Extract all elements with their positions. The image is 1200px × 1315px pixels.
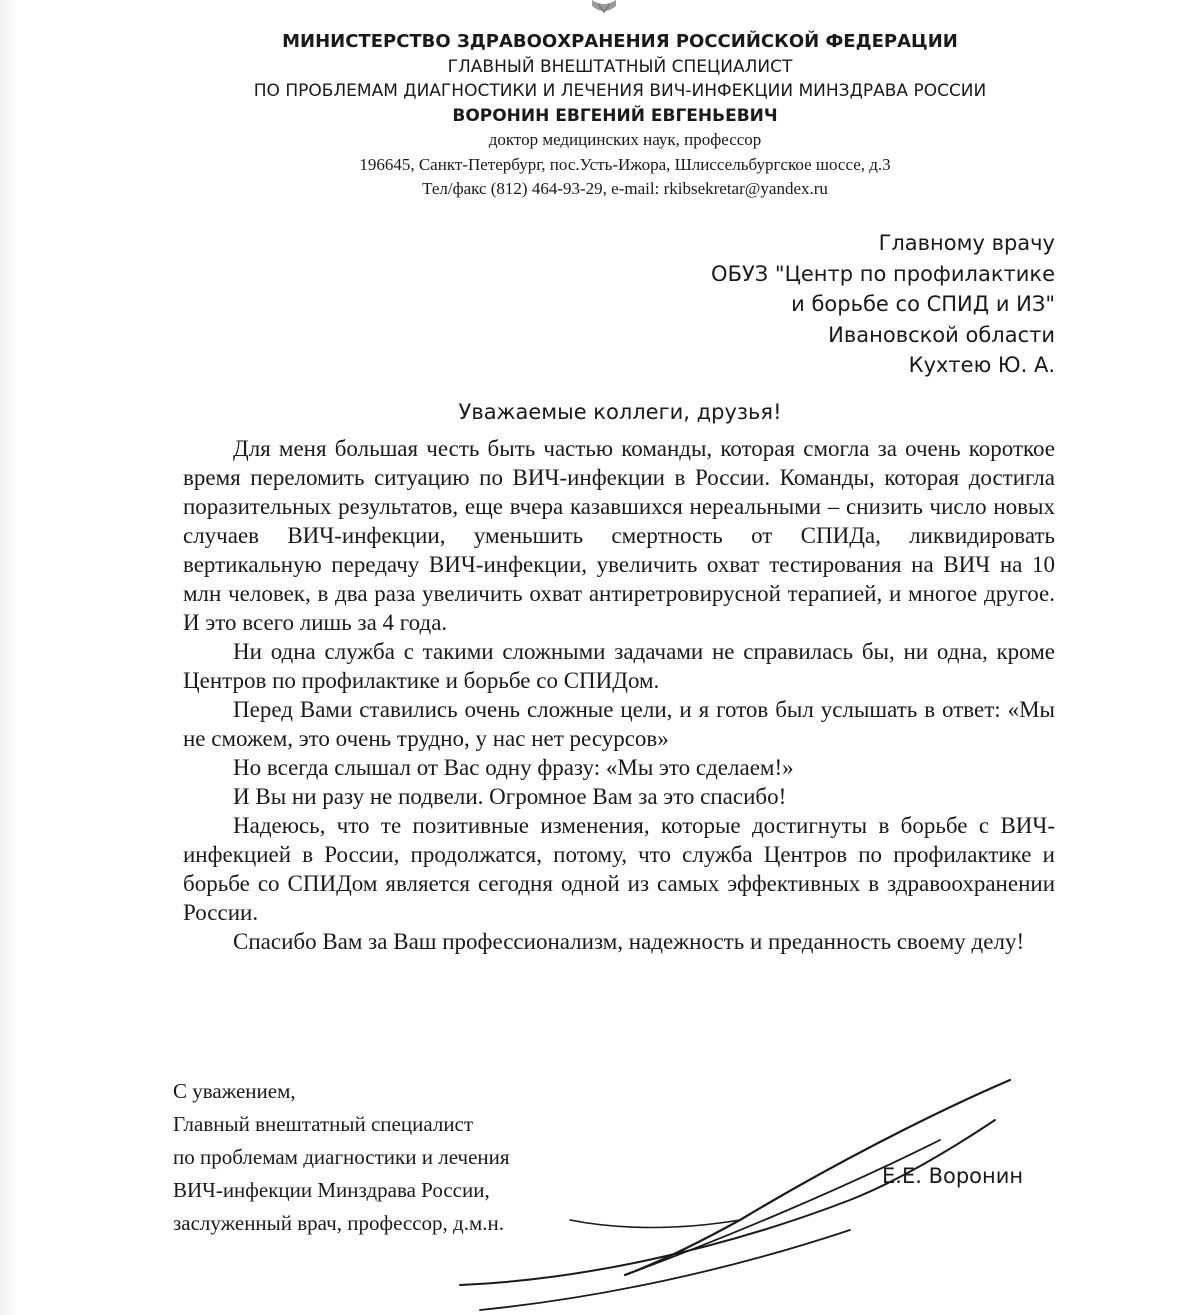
closing-line: ВИЧ-инфекции Минздрава России,	[173, 1178, 490, 1202]
position-title: ГЛАВНЫЙ ВНЕШТАТНЫЙ СПЕЦИАЛИСТ	[447, 56, 793, 77]
body-paragraph: Ни одна служба с такими сложными задачами не справилась бы, ни одна, кроме Центров по профилактике и борьбе со СПИДом.	[183, 639, 1055, 693]
coat-of-arms-emblem-icon	[586, 0, 622, 22]
handwritten-signature	[420, 1070, 1020, 1315]
position-field: ПО ПРОБЛЕМАМ ДИАГНОСТИКИ И ЛЕЧЕНИЯ ВИЧ-ИНФЕКЦИИ МИНЗДРАВА РОССИИ	[253, 81, 987, 101]
recipient-line: ОБУЗ "Центр по профилактике	[711, 261, 1055, 286]
salutation: Уважаемые коллеги, друзья!	[458, 400, 782, 424]
recipient-line: Кухтею Ю. А.	[908, 353, 1055, 377]
closing-line: С уважением,	[173, 1079, 296, 1103]
body-paragraph: Спасибо Вам за Ваш профессионализм, надежность и преданность своему делу!	[233, 929, 1025, 954]
closing-line: Главный внештатный специалист	[173, 1112, 474, 1136]
sender-address: 196645, Санкт-Петербург, пос.Усть-Ижора, Шлиссельбургское шоссе, д.3	[359, 154, 891, 174]
sender-degree: доктор медицинских наук, профессор	[488, 130, 762, 149]
ministry-name: МИНИСТЕРСТВО ЗДРАВООХРАНЕНИЯ РОССИЙСКОЙ ФЕДЕРАЦИИ	[282, 31, 958, 52]
body-paragraph: Перед Вами ставились очень сложные цели, и я готов был услышать в ответ: «Мы не сможем, это очень трудно, у нас нет ресурсов»	[183, 697, 1055, 751]
letter-body	[183, 434, 1055, 956]
recipient-block	[711, 228, 1055, 381]
closing-line: заслуженный врач, профессор, д.м.н.	[173, 1211, 505, 1235]
body-paragraph: Для меня большая честь быть частью команды, которая смогла за очень короткое время переломить ситуацию по ВИЧ-инфекции в России. Команды, которая достигла поразительных результатов, еще вчера казавшихся нереальными – снизить число новых случаев ВИЧ-инфекции, уменьшить смертность от СПИДа, ликвидировать вертикальную передачу ВИЧ-инфекции, увеличить охват тестирования на ВИЧ на 10 млн человек, в два раза увеличить охват антиретровирусной терапией, и многое другое. И это всего лишь за 4 года.	[183, 436, 1055, 635]
body-paragraph: Но всегда слышал от Вас одну фразу: «Мы это сделаем!»	[233, 755, 794, 780]
recipient-line: и борьбе со СПИД и ИЗ"	[791, 292, 1055, 316]
sender-contacts: Тел/факс (812) 464-93-29, e-mail: rkibsekretar@yandex.ru	[422, 179, 828, 198]
recipient-line: Ивановской области	[828, 322, 1055, 347]
body-paragraph: Надеюсь, что те позитивные изменения, которые достигнуты в борьбе с ВИЧ-инфекцией в России, продолжатся, потому, что служба Центров по профилактике и борьбе со СПИДом является сегодня одной из самых эффективных в здравоохранении России.	[183, 813, 1055, 925]
body-paragraph: И Вы ни разу не подвели. Огромное Вам за это спасибо!	[233, 784, 787, 809]
signer-name: Е.Е. Воронин	[882, 1164, 1024, 1188]
closing-line: по проблемам диагностики и лечения	[173, 1145, 510, 1169]
letterhead	[0, 30, 1200, 202]
sender-name: ВОРОНИН ЕВГЕНИЙ ЕВГЕНЬЕВИЧ	[452, 105, 778, 126]
recipient-line: Главному врачу	[878, 231, 1055, 255]
